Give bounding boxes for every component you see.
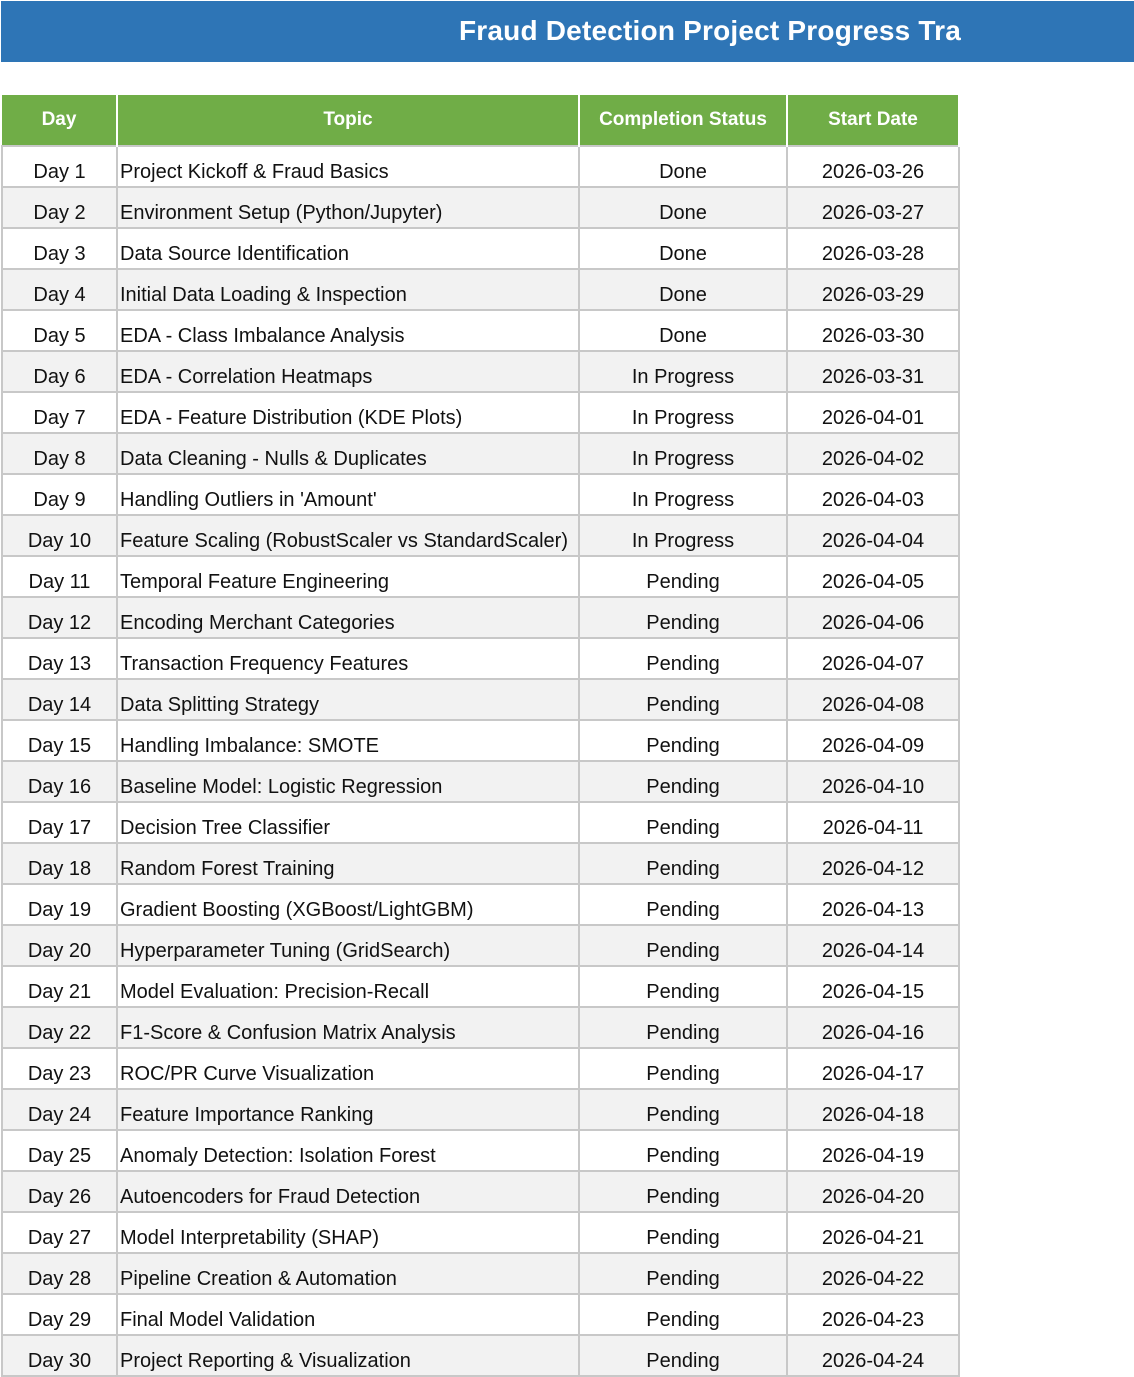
cell-day[interactable]: Day 9: [2, 474, 117, 515]
table-row: [2, 966, 959, 1007]
cell-topic[interactable]: Hyperparameter Tuning (GridSearch): [117, 925, 579, 966]
cell-status[interactable]: Pending: [579, 638, 787, 679]
cell-start-date[interactable]: 2026-03-29: [787, 269, 959, 310]
cell-topic[interactable]: Environment Setup (Python/Jupyter): [117, 187, 579, 228]
table-row: [2, 146, 959, 187]
table-row: [2, 1089, 959, 1130]
cell-status[interactable]: Done: [579, 228, 787, 269]
cell-topic[interactable]: Encoding Merchant Categories: [117, 597, 579, 638]
cell-day[interactable]: Day 28: [2, 1253, 117, 1294]
cell-status[interactable]: Pending: [579, 802, 787, 843]
cell-topic[interactable]: F1-Score & Confusion Matrix Analysis: [117, 1007, 579, 1048]
cell-start-date[interactable]: 2026-03-26: [787, 146, 959, 187]
cell-topic[interactable]: Random Forest Training: [117, 843, 579, 884]
cell-start-date[interactable]: 2026-03-28: [787, 228, 959, 269]
table-row: [2, 1130, 959, 1171]
column-header-start-date[interactable]: Start Date: [787, 95, 959, 146]
cell-topic[interactable]: Data Splitting Strategy: [117, 679, 579, 720]
cell-start-date[interactable]: 2026-04-23: [787, 1294, 959, 1335]
table-row: [2, 679, 959, 720]
table-row: [2, 638, 959, 679]
cell-topic[interactable]: Anomaly Detection: Isolation Forest: [117, 1130, 579, 1171]
table-row: [2, 1007, 959, 1048]
cell-day[interactable]: Day 5: [2, 310, 117, 351]
table-row: [2, 761, 959, 802]
cell-start-date[interactable]: 2026-04-21: [787, 1212, 959, 1253]
cell-start-date[interactable]: 2026-04-14: [787, 925, 959, 966]
cell-status[interactable]: Done: [579, 146, 787, 187]
cell-topic[interactable]: Handling Outliers in 'Amount': [117, 474, 579, 515]
cell-start-date[interactable]: 2026-04-01: [787, 392, 959, 433]
cell-topic[interactable]: EDA - Class Imbalance Analysis: [117, 310, 579, 351]
table-row: [2, 474, 959, 515]
cell-topic[interactable]: Initial Data Loading & Inspection: [117, 269, 579, 310]
cell-topic[interactable]: Feature Importance Ranking: [117, 1089, 579, 1130]
cell-status[interactable]: Done: [579, 269, 787, 310]
cell-day[interactable]: Day 22: [2, 1007, 117, 1048]
cell-status[interactable]: Pending: [579, 1212, 787, 1253]
table-row: [2, 228, 959, 269]
cell-topic[interactable]: Feature Scaling (RobustScaler vs StandardScaler): [117, 515, 579, 556]
title-banner: [1, 1, 1134, 62]
table-row: [2, 884, 959, 925]
cell-start-date[interactable]: 2026-03-30: [787, 310, 959, 351]
cell-start-date[interactable]: 2026-03-27: [787, 187, 959, 228]
cell-day[interactable]: Day 10: [2, 515, 117, 556]
cell-day[interactable]: Day 8: [2, 433, 117, 474]
cell-status[interactable]: In Progress: [579, 392, 787, 433]
cell-topic[interactable]: ROC/PR Curve Visualization: [117, 1048, 579, 1089]
page-title: Fraud Detection Project Progress Tra: [459, 15, 962, 46]
table-row: [2, 187, 959, 228]
cell-start-date[interactable]: 2026-04-09: [787, 720, 959, 761]
cell-status[interactable]: In Progress: [579, 474, 787, 515]
cell-start-date[interactable]: 2026-04-13: [787, 884, 959, 925]
cell-status[interactable]: Pending: [579, 1048, 787, 1089]
cell-topic[interactable]: Project Kickoff & Fraud Basics: [117, 146, 579, 187]
cell-status[interactable]: Pending: [579, 925, 787, 966]
table-row: [2, 269, 959, 310]
cell-topic[interactable]: Pipeline Creation & Automation: [117, 1253, 579, 1294]
cell-topic[interactable]: Transaction Frequency Features: [117, 638, 579, 679]
column-header-status[interactable]: Completion Status: [579, 95, 787, 146]
cell-day[interactable]: Day 14: [2, 679, 117, 720]
cell-day[interactable]: Day 7: [2, 392, 117, 433]
cell-day[interactable]: Day 2: [2, 187, 117, 228]
table-header-row: [2, 95, 959, 146]
cell-start-date[interactable]: 2026-04-19: [787, 1130, 959, 1171]
cell-topic[interactable]: Data Source Identification: [117, 228, 579, 269]
cell-topic[interactable]: Gradient Boosting (XGBoost/LightGBM): [117, 884, 579, 925]
cell-status[interactable]: Pending: [579, 556, 787, 597]
cell-day[interactable]: Day 6: [2, 351, 117, 392]
cell-day[interactable]: Day 20: [2, 925, 117, 966]
cell-day[interactable]: Day 16: [2, 761, 117, 802]
table-row: [2, 720, 959, 761]
cell-status[interactable]: Pending: [579, 1171, 787, 1212]
table-row: [2, 310, 959, 351]
cell-day[interactable]: Day 30: [2, 1335, 117, 1376]
cell-status[interactable]: Pending: [579, 1007, 787, 1048]
cell-status[interactable]: In Progress: [579, 515, 787, 556]
cell-day[interactable]: Day 17: [2, 802, 117, 843]
cell-day[interactable]: Day 25: [2, 1130, 117, 1171]
column-header-topic[interactable]: Topic: [117, 95, 579, 146]
cell-status[interactable]: Pending: [579, 1089, 787, 1130]
cell-start-date[interactable]: 2026-04-18: [787, 1089, 959, 1130]
table-body: [2, 146, 959, 1376]
cell-status[interactable]: In Progress: [579, 433, 787, 474]
cell-start-date[interactable]: 2026-04-22: [787, 1253, 959, 1294]
table-row: [2, 925, 959, 966]
cell-day[interactable]: Day 13: [2, 638, 117, 679]
table-row: [2, 802, 959, 843]
cell-topic[interactable]: Data Cleaning - Nulls & Duplicates: [117, 433, 579, 474]
cell-day[interactable]: Day 27: [2, 1212, 117, 1253]
cell-start-date[interactable]: 2026-04-03: [787, 474, 959, 515]
table-row: [2, 556, 959, 597]
table-row: [2, 433, 959, 474]
table-row: [2, 1212, 959, 1253]
cell-day[interactable]: Day 3: [2, 228, 117, 269]
cell-status[interactable]: Done: [579, 310, 787, 351]
table-row: [2, 1335, 959, 1376]
cell-day[interactable]: Day 29: [2, 1294, 117, 1335]
cell-start-date[interactable]: 2026-04-10: [787, 761, 959, 802]
cell-day[interactable]: Day 15: [2, 720, 117, 761]
cell-topic[interactable]: EDA - Correlation Heatmaps: [117, 351, 579, 392]
cell-start-date[interactable]: 2026-04-07: [787, 638, 959, 679]
table-row: [2, 1048, 959, 1089]
cell-day[interactable]: Day 23: [2, 1048, 117, 1089]
cell-start-date[interactable]: 2026-04-12: [787, 843, 959, 884]
cell-start-date[interactable]: 2026-04-02: [787, 433, 959, 474]
cell-start-date[interactable]: 2026-04-04: [787, 515, 959, 556]
cell-status[interactable]: Pending: [579, 1294, 787, 1335]
cell-day[interactable]: Day 24: [2, 1089, 117, 1130]
cell-day[interactable]: Day 11: [2, 556, 117, 597]
cell-status[interactable]: Pending: [579, 884, 787, 925]
cell-status[interactable]: Pending: [579, 1253, 787, 1294]
cell-topic[interactable]: Baseline Model: Logistic Regression: [117, 761, 579, 802]
cell-topic[interactable]: Model Evaluation: Precision-Recall: [117, 966, 579, 1007]
table-row: [2, 1294, 959, 1335]
cell-topic[interactable]: Model Interpretability (SHAP): [117, 1212, 579, 1253]
table-row: [2, 1253, 959, 1294]
table-row: [2, 843, 959, 884]
cell-start-date[interactable]: 2026-04-06: [787, 597, 959, 638]
cell-status[interactable]: Pending: [579, 1335, 787, 1376]
cell-day[interactable]: Day 21: [2, 966, 117, 1007]
cell-start-date[interactable]: 2026-04-17: [787, 1048, 959, 1089]
cell-day[interactable]: Day 12: [2, 597, 117, 638]
cell-status[interactable]: Pending: [579, 720, 787, 761]
cell-status[interactable]: Pending: [579, 843, 787, 884]
cell-status[interactable]: Pending: [579, 966, 787, 1007]
cell-topic[interactable]: Decision Tree Classifier: [117, 802, 579, 843]
cell-day[interactable]: Day 19: [2, 884, 117, 925]
cell-topic[interactable]: Final Model Validation: [117, 1294, 579, 1335]
cell-status[interactable]: In Progress: [579, 351, 787, 392]
cell-start-date[interactable]: 2026-04-24: [787, 1335, 959, 1376]
cell-status[interactable]: Pending: [579, 679, 787, 720]
cell-topic[interactable]: Project Reporting & Visualization: [117, 1335, 579, 1376]
table-row: [2, 597, 959, 638]
cell-status[interactable]: Done: [579, 187, 787, 228]
cell-status[interactable]: Pending: [579, 761, 787, 802]
cell-topic[interactable]: Temporal Feature Engineering: [117, 556, 579, 597]
table-row: [2, 351, 959, 392]
cell-start-date[interactable]: 2026-03-31: [787, 351, 959, 392]
cell-topic[interactable]: Handling Imbalance: SMOTE: [117, 720, 579, 761]
cell-start-date[interactable]: 2026-04-20: [787, 1171, 959, 1212]
cell-day[interactable]: Day 18: [2, 843, 117, 884]
table-row: [2, 1171, 959, 1212]
column-header-day[interactable]: Day: [2, 95, 117, 146]
table-row: [2, 515, 959, 556]
cell-start-date[interactable]: 2026-04-05: [787, 556, 959, 597]
cell-start-date[interactable]: 2026-04-08: [787, 679, 959, 720]
cell-day[interactable]: Day 4: [2, 269, 117, 310]
cell-day[interactable]: Day 26: [2, 1171, 117, 1212]
cell-status[interactable]: Pending: [579, 1130, 787, 1171]
cell-topic[interactable]: Autoencoders for Fraud Detection: [117, 1171, 579, 1212]
table-row: [2, 392, 959, 433]
cell-start-date[interactable]: 2026-04-11: [787, 802, 959, 843]
progress-table: [1, 95, 960, 1377]
cell-start-date[interactable]: 2026-04-15: [787, 966, 959, 1007]
cell-topic[interactable]: EDA - Feature Distribution (KDE Plots): [117, 392, 579, 433]
cell-day[interactable]: Day 1: [2, 146, 117, 187]
cell-start-date[interactable]: 2026-04-16: [787, 1007, 959, 1048]
cell-status[interactable]: Pending: [579, 597, 787, 638]
